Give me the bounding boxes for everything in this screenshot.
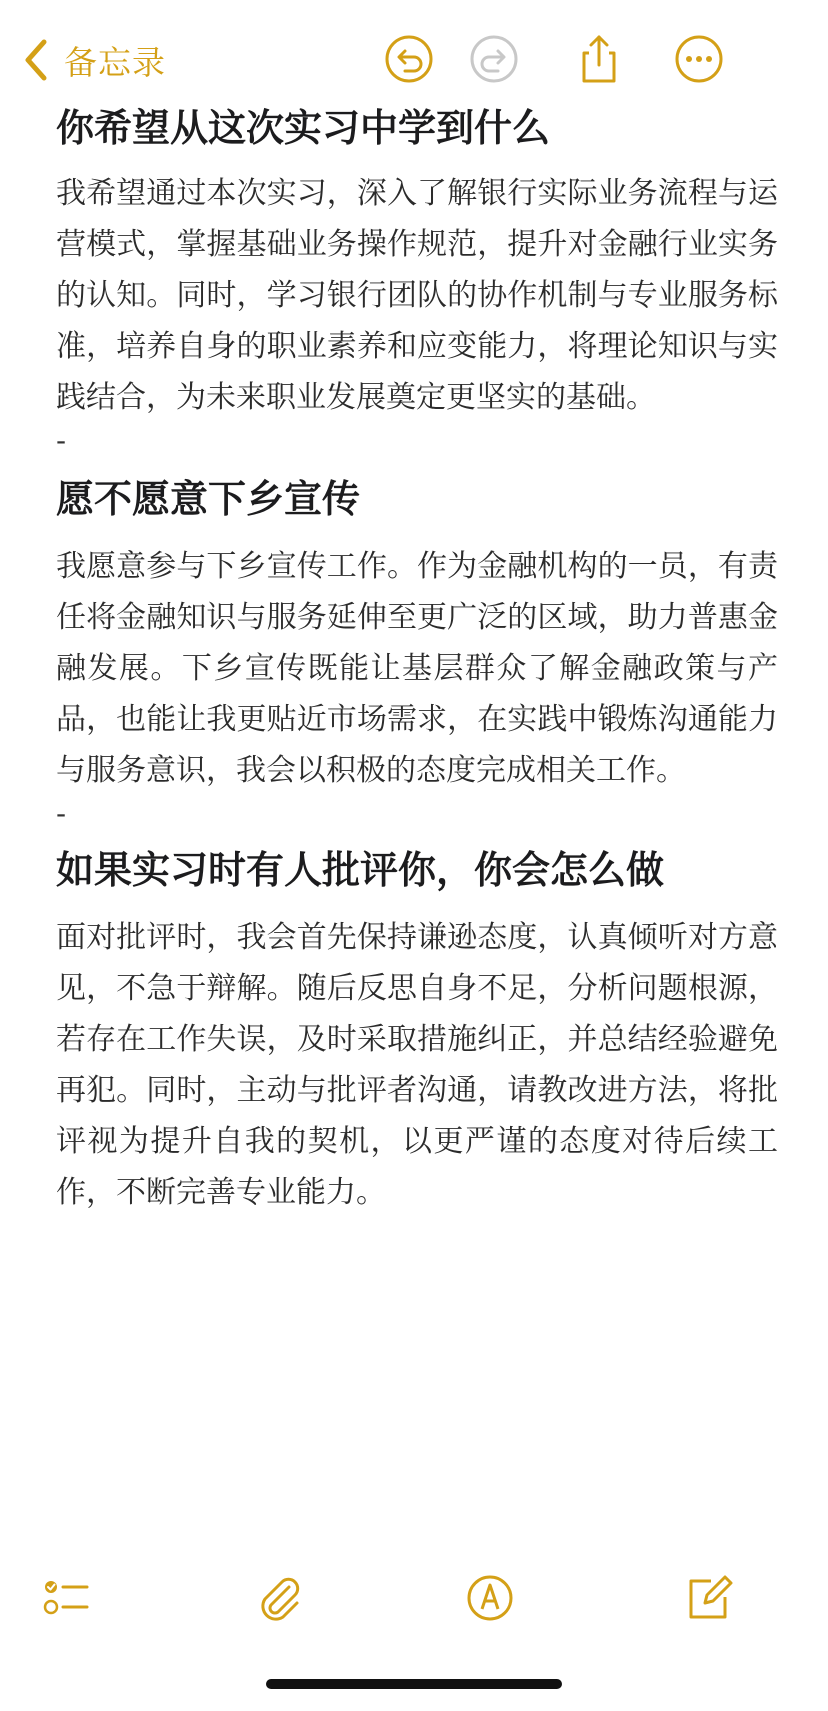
markup-button[interactable] [462, 1570, 518, 1626]
share-icon [573, 33, 625, 85]
note-section [56, 98, 778, 423]
undo-button[interactable] [380, 30, 438, 88]
redo-button[interactable] [465, 30, 523, 88]
divider-dash: - [56, 797, 67, 830]
back-button-label: 备忘录 [64, 42, 166, 82]
checklist-button[interactable] [38, 1570, 94, 1626]
bottom-toolbar [0, 1570, 828, 1650]
section-heading: 你希望从这次实习中学到什么 [56, 106, 551, 150]
compose-button[interactable] [680, 1570, 736, 1626]
compose-icon [683, 1573, 733, 1623]
attachment-icon [255, 1573, 305, 1623]
attachment-button[interactable] [252, 1570, 308, 1626]
section-paragraph: 面对批评时，我会首先保持谦逊态度，认真倾听对方意见，不急于辩解。随后反思自身不足，分析问题根源，若存在工作失误，及时采取措施纠正，并总结经验避免再犯。同时，主动与批评者沟通，请教改进方法，将批评视为提升自我的契机，以更严谨的态度对待后续工作，不断完善专业能力。 [56, 920, 778, 1210]
section-paragraph: 我希望通过本次实习，深入了解银行实际业务流程与运营模式，掌握基础业务操作规范，提升对金融行业实务的认知。同时，学习银行团队的协作机制与专业服务标准，培养自身的职业素养和应变能力，将理论知识与实践结合，为未来职业发展奠定更坚实的基础。 [56, 176, 778, 415]
section-paragraph: 我愿意参与下乡宣传工作。作为金融机构的一员，有责任将金融知识与服务延伸至更广泛的区域，助力普惠金融发展。下乡宣传既能让基层群众了解金融政策与产品，也能让我更贴近市场需求，在实践中锻炼沟通能力与服务意识，我会以积极的态度完成相关工作。 [56, 549, 778, 788]
section-heading: 愿不愿意下乡宣传 [56, 477, 361, 521]
note-body[interactable] [56, 98, 778, 1218]
note-section [56, 840, 778, 1218]
navigation-bar [0, 0, 828, 110]
share-button[interactable] [570, 30, 628, 88]
section-heading: 如果实习时有人批评你，你会怎么做 [56, 848, 665, 892]
more-icon [673, 33, 725, 85]
home-indicator[interactable] [266, 1679, 562, 1689]
divider-dash: - [56, 424, 67, 457]
redo-icon [468, 33, 520, 85]
checklist-icon [41, 1573, 91, 1623]
chevron-left-icon [22, 38, 50, 82]
back-button[interactable] [22, 36, 166, 84]
undo-icon [383, 33, 435, 85]
markup-icon [465, 1573, 515, 1623]
more-button[interactable] [670, 30, 728, 88]
note-section [56, 469, 778, 796]
